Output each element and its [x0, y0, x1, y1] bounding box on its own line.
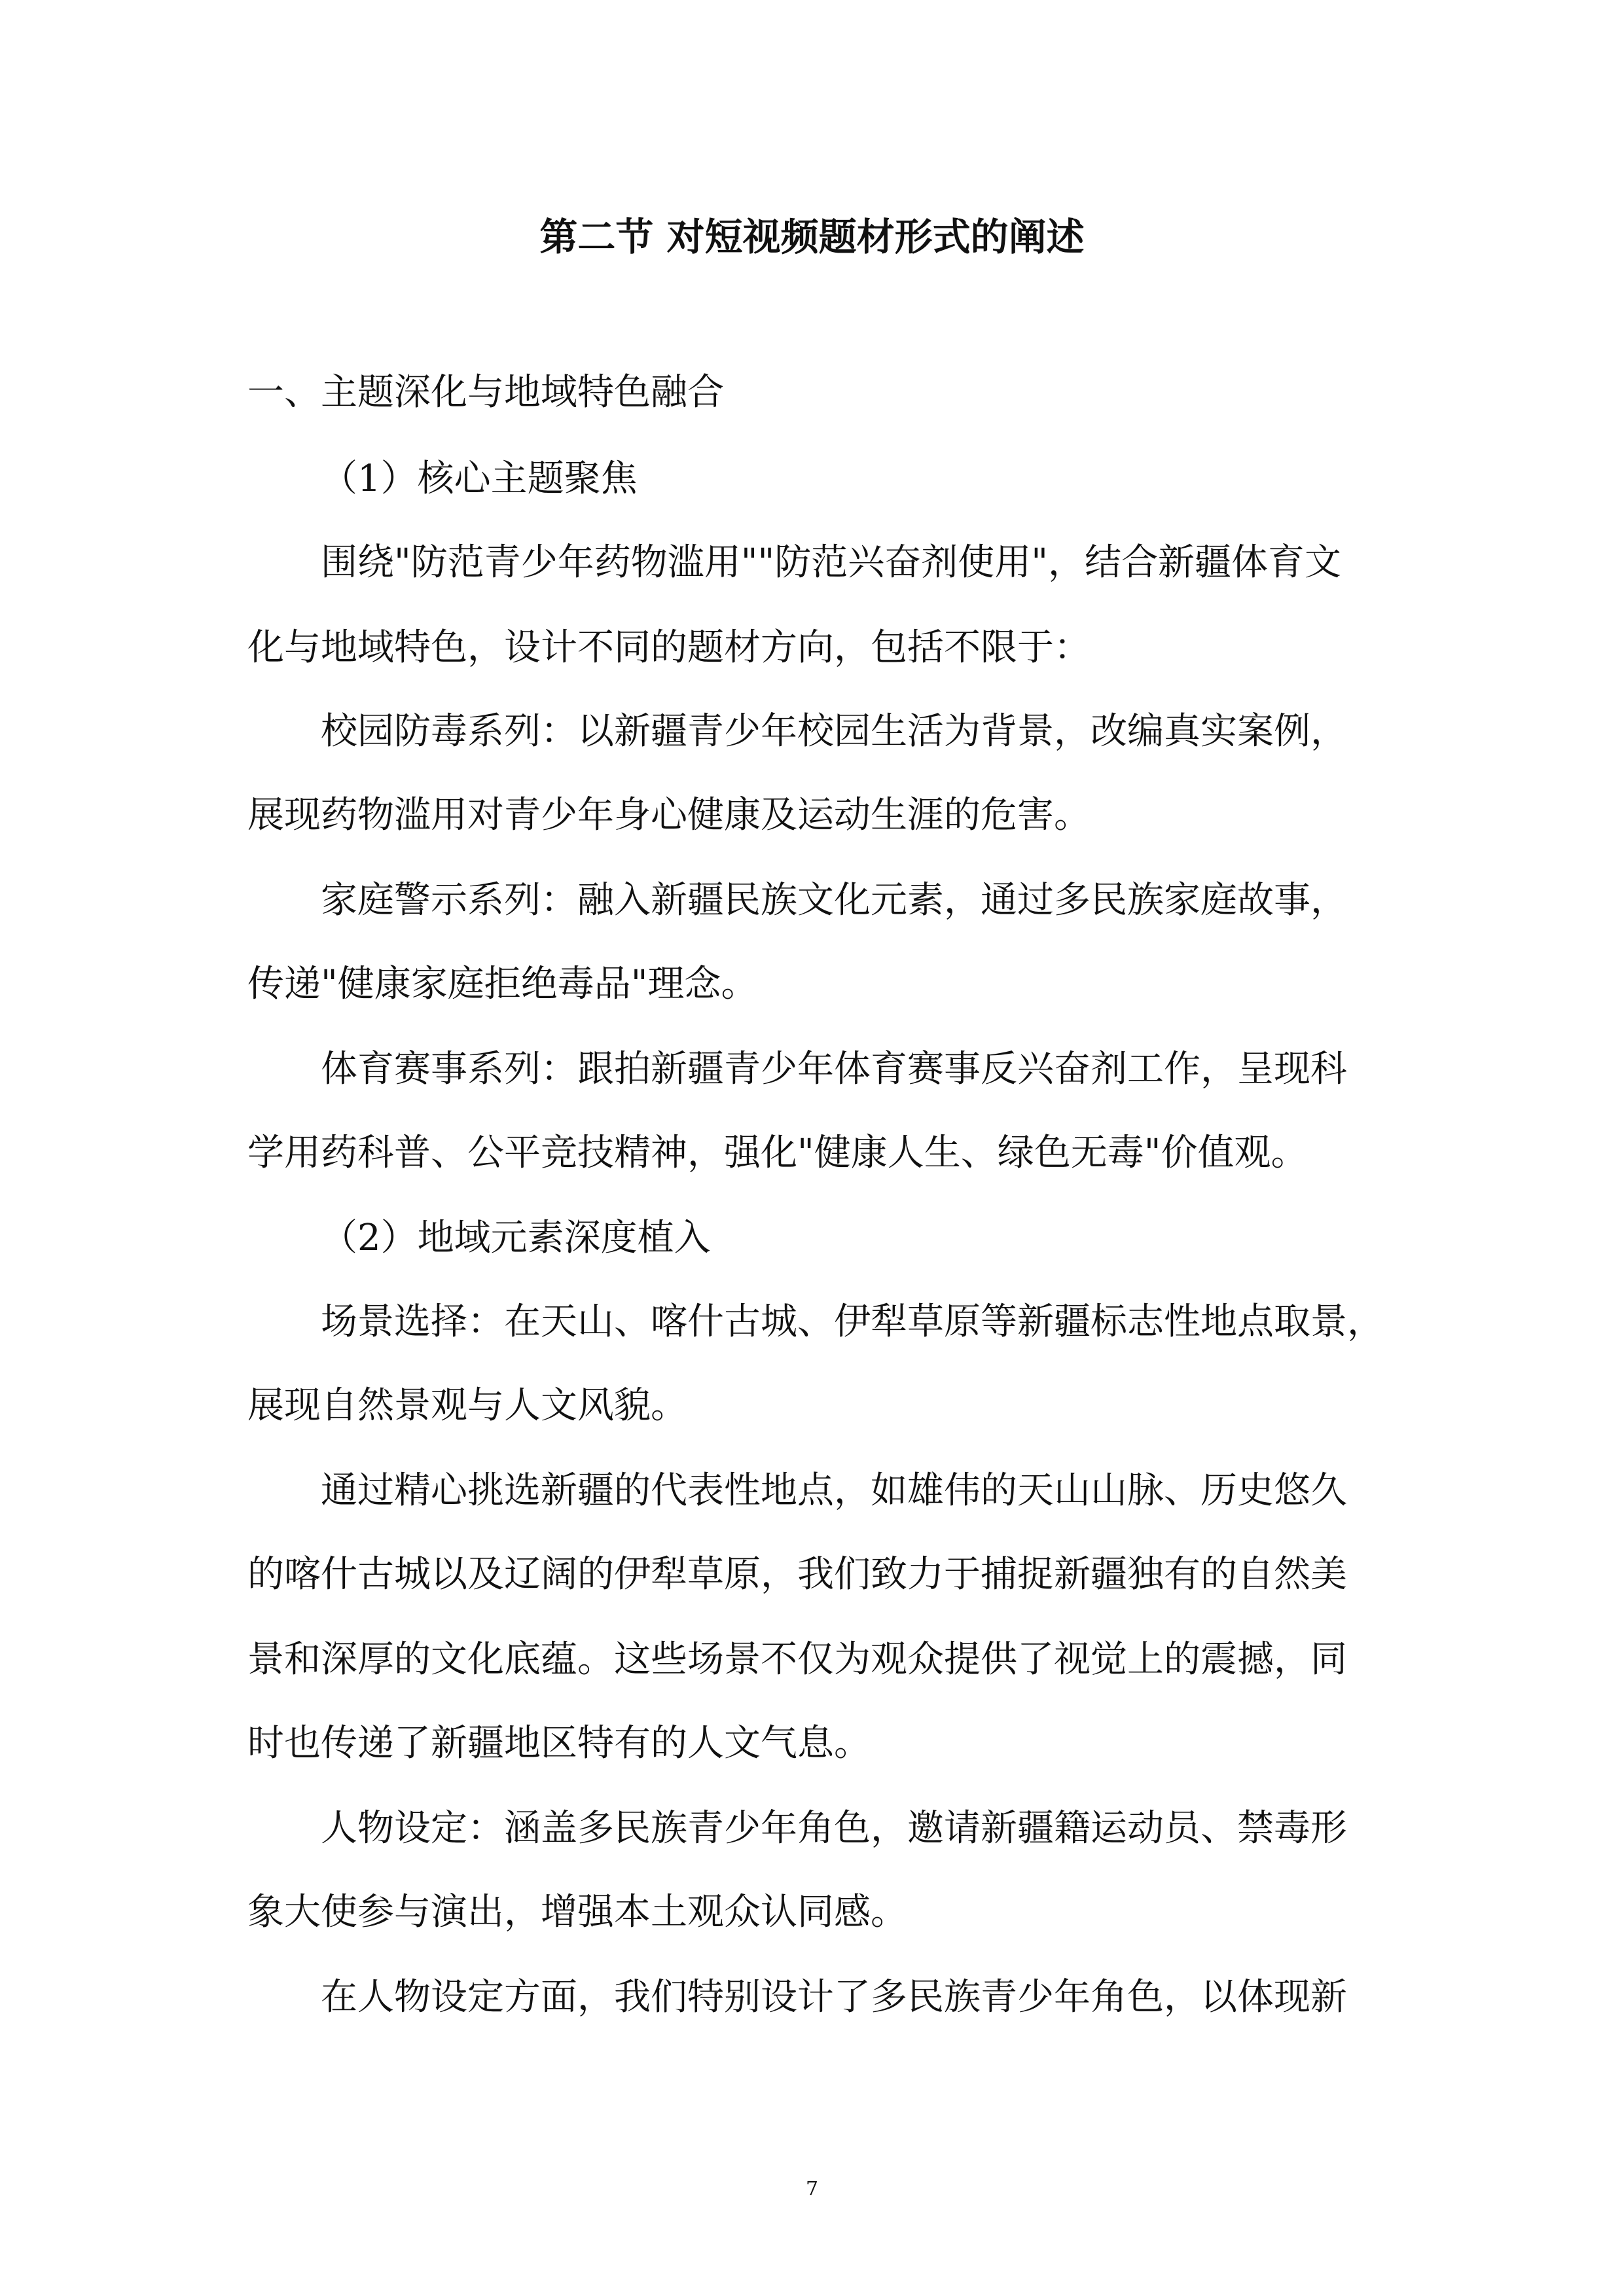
page-number: 7	[805, 2178, 819, 2200]
subsection-heading: （1）核心主题聚焦	[321, 457, 638, 500]
paragraph-line: 象大使参与演出，增强本土观众认同感。	[247, 1891, 907, 1933]
paragraph-line: 在人物设定方面，我们特别设计了多民族青少年角色，以体现新	[321, 1976, 1347, 2018]
paragraph-line: 围绕"防范青少年药物滥用""防范兴奋剂使用"，结合新疆体育文	[321, 541, 1342, 584]
paragraph-line: 人物设定：涵盖多民族青少年角色，邀请新疆籍运动员、禁毒形	[321, 1807, 1347, 1850]
paragraph-line: 学用药科普、公平竞技精神，强化"健康人生、绿色无毒"价值观。	[247, 1132, 1308, 1174]
section-title: 第二节 对短视频题材形式的阐述	[539, 215, 1085, 259]
paragraph-line: 校园防毒系列：以新疆青少年校园生活为背景，改编真实案例，	[321, 710, 1347, 753]
paragraph-line: 展现自然景观与人文风貌。	[247, 1384, 687, 1427]
section-heading: 一、主题深化与地域特色融合	[247, 371, 724, 414]
paragraph-line: 展现药物滥用对青少年身心健康及运动生涯的危害。	[247, 794, 1091, 836]
paragraph-line: 家庭警示系列：融入新疆民族文化元素，通过多民族家庭故事，	[321, 879, 1347, 922]
paragraph-line: 时也传递了新疆地区特有的人文气息。	[247, 1722, 871, 1765]
paragraph-line: 场景选择：在天山、喀什古城、伊犁草原等新疆标志性地点取景，	[321, 1300, 1384, 1343]
paragraph-line: 体育赛事系列：跟拍新疆青少年体育赛事反兴奋剂工作，呈现科	[321, 1048, 1347, 1090]
paragraph-line: 景和深厚的文化底蕴。这些场景不仅为观众提供了视觉上的震撼，同	[247, 1638, 1347, 1681]
paragraph-line: 的喀什古城以及辽阔的伊犁草原，我们致力于捕捉新疆独有的自然美	[247, 1553, 1347, 1596]
subsection-heading: （2）地域元素深度植入	[321, 1217, 711, 1259]
paragraph-line: 通过精心挑选新疆的代表性地点，如雄伟的天山山脉、历史悠久	[321, 1469, 1347, 1512]
paragraph-line: 传递"健康家庭拒绝毒品"理念。	[247, 963, 758, 1005]
paragraph-line: 化与地域特色，设计不同的题材方向，包括不限于：	[247, 626, 1091, 669]
